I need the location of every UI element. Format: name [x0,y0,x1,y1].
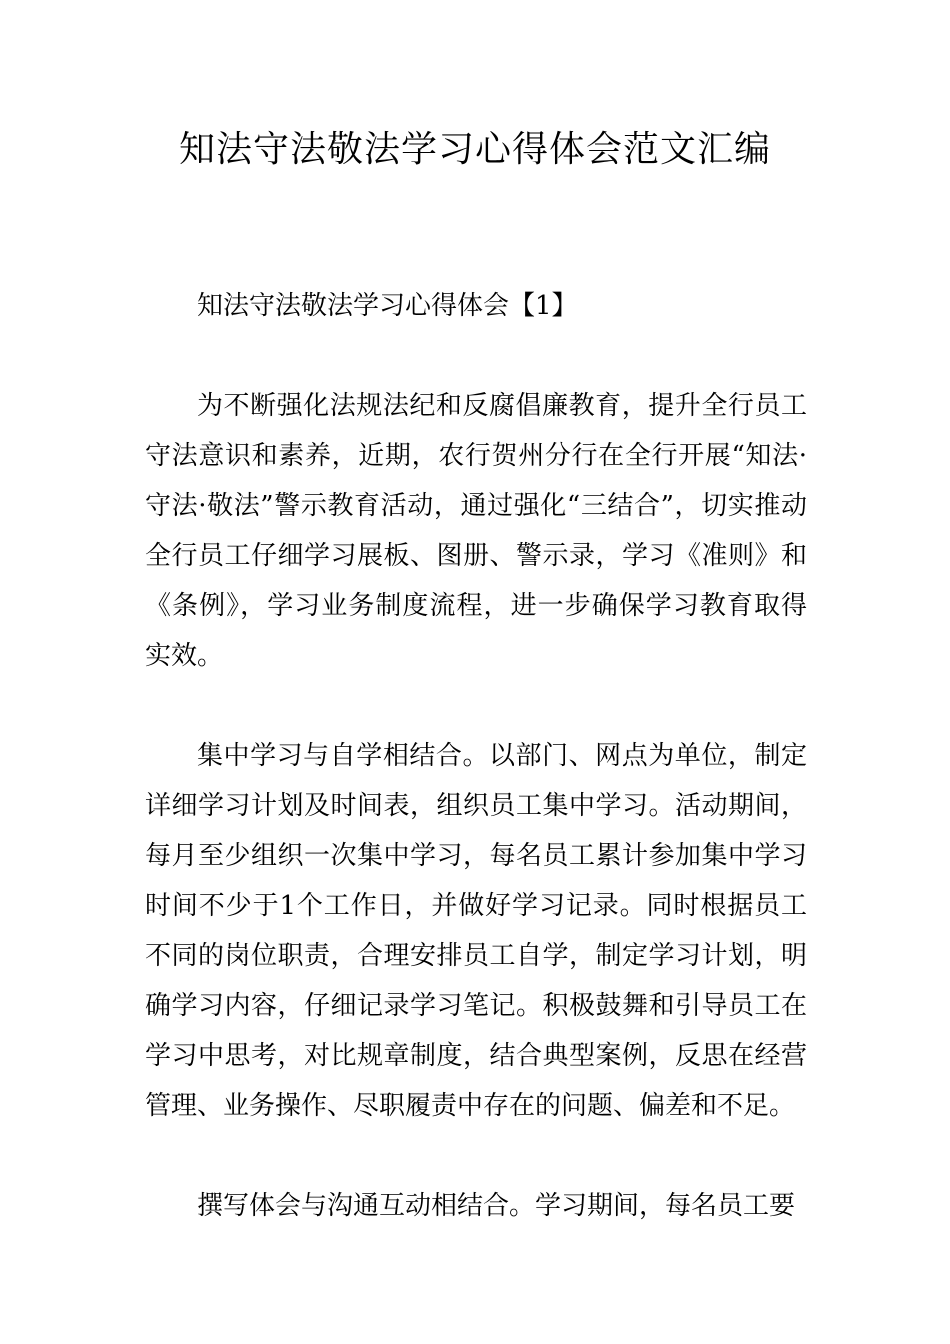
paragraph-centralized-study: 集中学习与自学相结合。以部门、网点为单位，制定详细学习计划及时间表，组织员工集中学习。活动期间，每月至少组织一次集中学习，每名员工累计参加集中学习时间不少于1个工作日，并做好学习记录。同时根据员工不同的岗位职责，合理安排员工自学，制定学习计划，明确学习内容，仔细记录学习笔记。积极鼓舞和引导员工在学习中思考，对比规章制度，结合典型案例，反思在经营管理、业务操作、尽职履责中存在的问题、偏差和不足。 [145,741,807,1121]
paragraph-spacer [145,1131,807,1181]
document-title: 知法守法敬法学习心得体会范文汇编 [178,129,771,170]
paragraph-spacer [145,681,807,731]
paragraph-spacer [145,331,807,381]
paragraph-intro: 为不断强化法规法纪和反腐倡廉教育，提升全行员工守法意识和素养，近期，农行贺州分行在全行开展“知法·守法·敬法”警示教育活动，通过强化“三结合”，切实推动全行员工仔细学习展板、图册、警示录，学习《准则》和《条例》，学习业务制度流程，进一步确保学习教育取得实效。 [145,391,807,671]
paragraph-writing-experience: 撰写体会与沟通互动相结合。学习期间，每名员工要 [197,1191,796,1221]
document-body [145,281,807,1231]
section-heading: 知法守法敬法学习心得体会【1】 [197,291,578,321]
